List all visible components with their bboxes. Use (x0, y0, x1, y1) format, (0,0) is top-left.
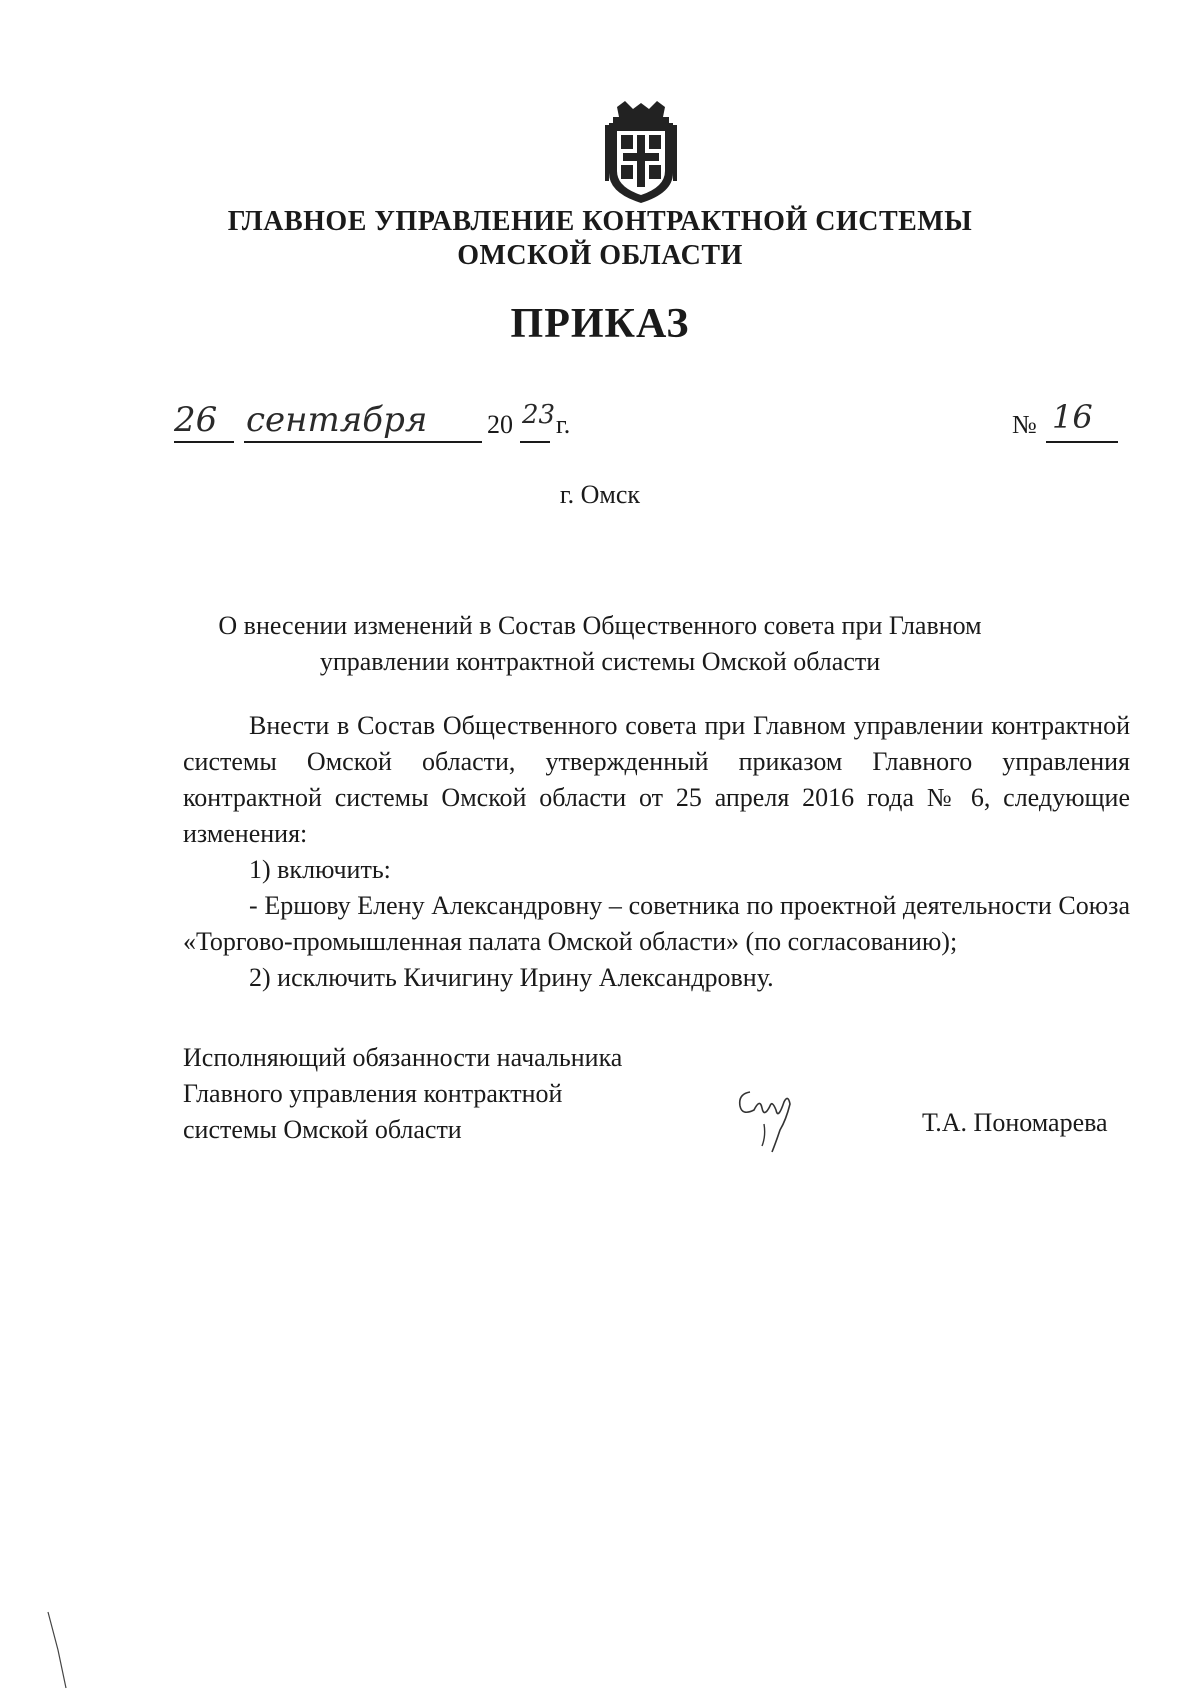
document-body (183, 708, 1130, 996)
coat-of-arms-icon (603, 101, 679, 204)
body-item1: 1) включить: (249, 855, 391, 884)
organization-name-line1: ГЛАВНОЕ УПРАВЛЕНИЕ КОНТРАКТНОЙ СИСТЕМЫ (227, 206, 973, 237)
scan-artifact (40, 1610, 80, 1690)
signer-title (183, 1040, 622, 1148)
date-day-underline (174, 441, 234, 443)
signer-line1: Исполняющий обязанности начальника (183, 1043, 623, 1072)
document-subject (200, 608, 1000, 680)
date-month-underline (244, 441, 482, 443)
date-year-suffix: 23 (522, 400, 556, 430)
signer-line2: Главного управления контрактной (183, 1079, 563, 1108)
date-month: сентября (246, 400, 428, 440)
date-year-mark: г. (556, 410, 571, 439)
subject-line1: О внесении изменений в Состав Общественного совета при Главном (218, 611, 982, 640)
number-underline (1046, 441, 1118, 443)
subject-line2: управлении контрактной системы Омской области (319, 647, 881, 676)
date-year-underline (520, 441, 550, 443)
date-day: 26 (174, 400, 218, 440)
organization-name-line2: ОМСКОЙ ОБЛАСТИ (457, 240, 743, 271)
document-number: 16 (1052, 398, 1093, 436)
body-intro: Внести в Состав Общественного совета при Главном управлении контрактной системы Омской области, утвержденный приказом Главного управления контрактной системы Омской области от 25 апреля 2016 года № 6, следующие изменения: (183, 711, 1130, 848)
signature-icon (720, 1080, 810, 1160)
number-label: № (1012, 410, 1037, 439)
date-year-prefix: 20 (487, 410, 513, 439)
document-type: ПРИКАЗ (510, 301, 690, 347)
city: г. Омск (559, 480, 641, 509)
signer-name: Т.А. Пономарева (922, 1108, 1108, 1137)
body-item2: 2) исключить Кичигину Ирину Александровну. (249, 963, 774, 992)
signer-line3: системы Омской области (183, 1115, 462, 1144)
body-item1a: - Ершову Елену Александровну – советника по проектной деятельности Союза «Торгово-промышленная палата Омской области» (по согласованию); (183, 891, 1130, 956)
